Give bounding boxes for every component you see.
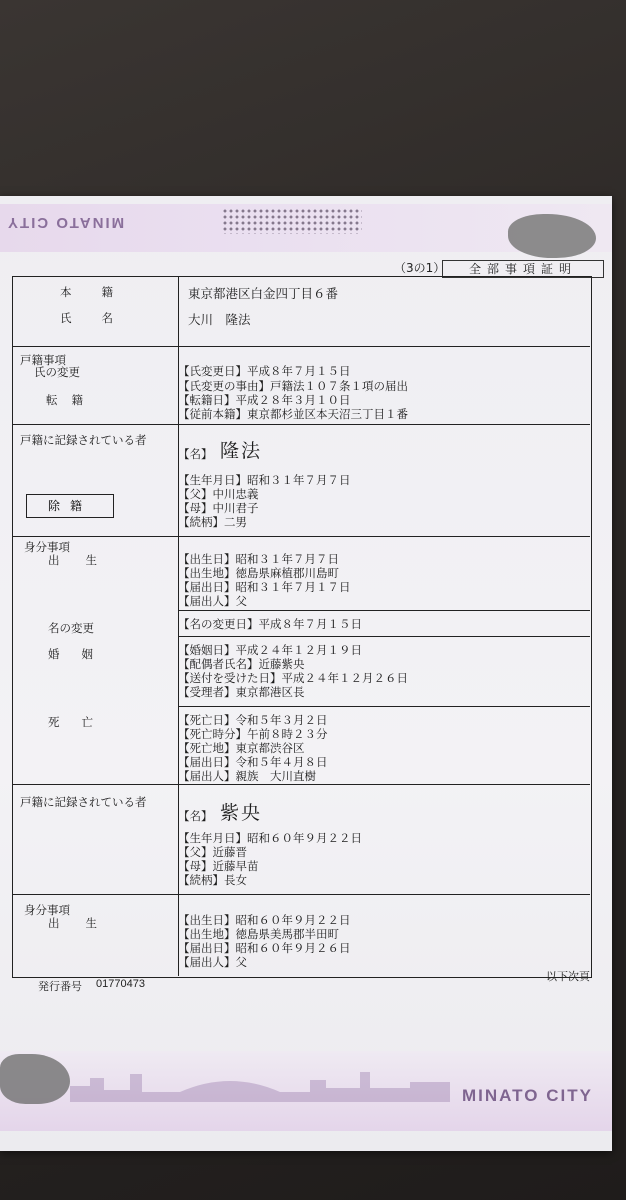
seal-stamp-bottom bbox=[0, 1054, 70, 1104]
death-line: 【死亡日】令和５年３月２日 bbox=[178, 713, 328, 727]
divider bbox=[12, 894, 590, 895]
divider bbox=[12, 784, 590, 785]
birth-line: 【出生日】昭和６０年９月２２日 bbox=[178, 913, 351, 927]
birth-label: 出生 bbox=[48, 916, 123, 930]
divider bbox=[12, 346, 590, 347]
name-change-line: 【名の変更日】平成８年７月１５日 bbox=[178, 617, 362, 631]
birth-label: 出生 bbox=[48, 553, 123, 567]
certificate-title: 全部事項証明 bbox=[442, 260, 604, 278]
person-section-label: 戸籍に記録されている者 bbox=[20, 433, 147, 447]
birth-line: 【届出日】昭和６０年９月２６日 bbox=[178, 941, 351, 955]
perforation-pattern bbox=[222, 208, 362, 234]
marriage-line: 【配偶者氏名】近藤紫央 bbox=[178, 657, 305, 671]
continued-note: 以下次頁 bbox=[546, 970, 590, 983]
skyline-watermark bbox=[70, 1066, 450, 1102]
transfer-label: 転籍 bbox=[46, 393, 97, 407]
head-value: 大川 隆法 bbox=[188, 312, 251, 327]
issue-number-label: 発行番号 bbox=[38, 980, 82, 993]
death-line: 【届出人】親族 大川直樹 bbox=[178, 769, 316, 783]
divider bbox=[12, 424, 590, 425]
divider bbox=[178, 636, 590, 637]
status-title: 身分事項 bbox=[24, 540, 70, 554]
marriage-line: 【受理者】東京都港区長 bbox=[178, 685, 305, 699]
person-detail: 【母】中川君子 bbox=[178, 501, 259, 515]
seal-stamp-top bbox=[508, 214, 596, 258]
birth-line: 【出生地】徳島県麻植郡川島町 bbox=[178, 566, 339, 580]
person-detail: 【生年月日】昭和３１年７月７日 bbox=[178, 473, 351, 487]
marriage-label: 婚姻 bbox=[48, 647, 115, 661]
birth-line: 【出生日】昭和３１年７月７日 bbox=[178, 552, 339, 566]
status-title: 身分事項 bbox=[24, 903, 70, 917]
marriage-line: 【送付を受けた日】平成２４年１２月２６日 bbox=[178, 671, 408, 685]
person-name: 隆法 bbox=[220, 440, 263, 462]
event-line: 【氏変更の事由】戸籍法１０７条１項の届出 bbox=[178, 379, 408, 393]
register-events-title: 戸籍事項 bbox=[20, 353, 66, 367]
surname-change-label: 氏の変更 bbox=[34, 365, 80, 379]
event-line: 【従前本籍】東京都杉並区本天沼三丁目１番 bbox=[178, 407, 408, 421]
page-indicator: （3の1） bbox=[394, 261, 446, 275]
person-detail: 【続柄】長女 bbox=[178, 873, 247, 887]
death-label: 死亡 bbox=[48, 715, 115, 729]
person-detail: 【父】中川忠義 bbox=[178, 487, 259, 501]
name-change-label: 名の変更 bbox=[48, 621, 94, 635]
divider bbox=[178, 610, 590, 611]
birth-line: 【届出人】父 bbox=[178, 955, 247, 969]
certificate-paper bbox=[0, 196, 612, 1151]
city-mark-bottom: MINATO CITY bbox=[462, 1086, 593, 1105]
city-mark-top: MINATO CITY bbox=[6, 214, 125, 231]
person-name: 紫央 bbox=[220, 802, 263, 824]
death-line: 【届出日】令和５年４月８日 bbox=[178, 755, 328, 769]
divider bbox=[178, 706, 590, 707]
event-line: 【転籍日】平成２８年３月１０日 bbox=[178, 393, 351, 407]
head-label: 氏名 bbox=[60, 311, 143, 325]
birth-line: 【届出人】父 bbox=[178, 594, 247, 608]
issue-number: 01770473 bbox=[96, 978, 145, 990]
person-detail: 【生年月日】昭和６０年９月２２日 bbox=[178, 831, 362, 845]
person-detail: 【続柄】二男 bbox=[178, 515, 247, 529]
name-tag: 【名】 bbox=[178, 447, 213, 461]
removed-box: 除籍 bbox=[26, 494, 114, 518]
person-section-label: 戸籍に記録されている者 bbox=[20, 795, 147, 809]
domicile-label: 本籍 bbox=[60, 285, 143, 299]
name-tag: 【名】 bbox=[178, 809, 213, 823]
person-detail: 【父】近藤晋 bbox=[178, 845, 247, 859]
birth-line: 【届出日】昭和３１年７月１７日 bbox=[178, 580, 351, 594]
domicile-value: 東京都港区白金四丁目６番 bbox=[188, 286, 339, 301]
death-line: 【死亡地】東京都渋谷区 bbox=[178, 741, 305, 755]
event-line: 【氏変更日】平成８年７月１５日 bbox=[178, 364, 351, 378]
person-detail: 【母】近藤早苗 bbox=[178, 859, 259, 873]
marriage-line: 【婚姻日】平成２４年１２月１９日 bbox=[178, 643, 362, 657]
birth-line: 【出生地】徳島県美馬郡半田町 bbox=[178, 927, 339, 941]
death-line: 【死亡時分】午前８時２３分 bbox=[178, 727, 328, 741]
divider bbox=[12, 536, 590, 537]
